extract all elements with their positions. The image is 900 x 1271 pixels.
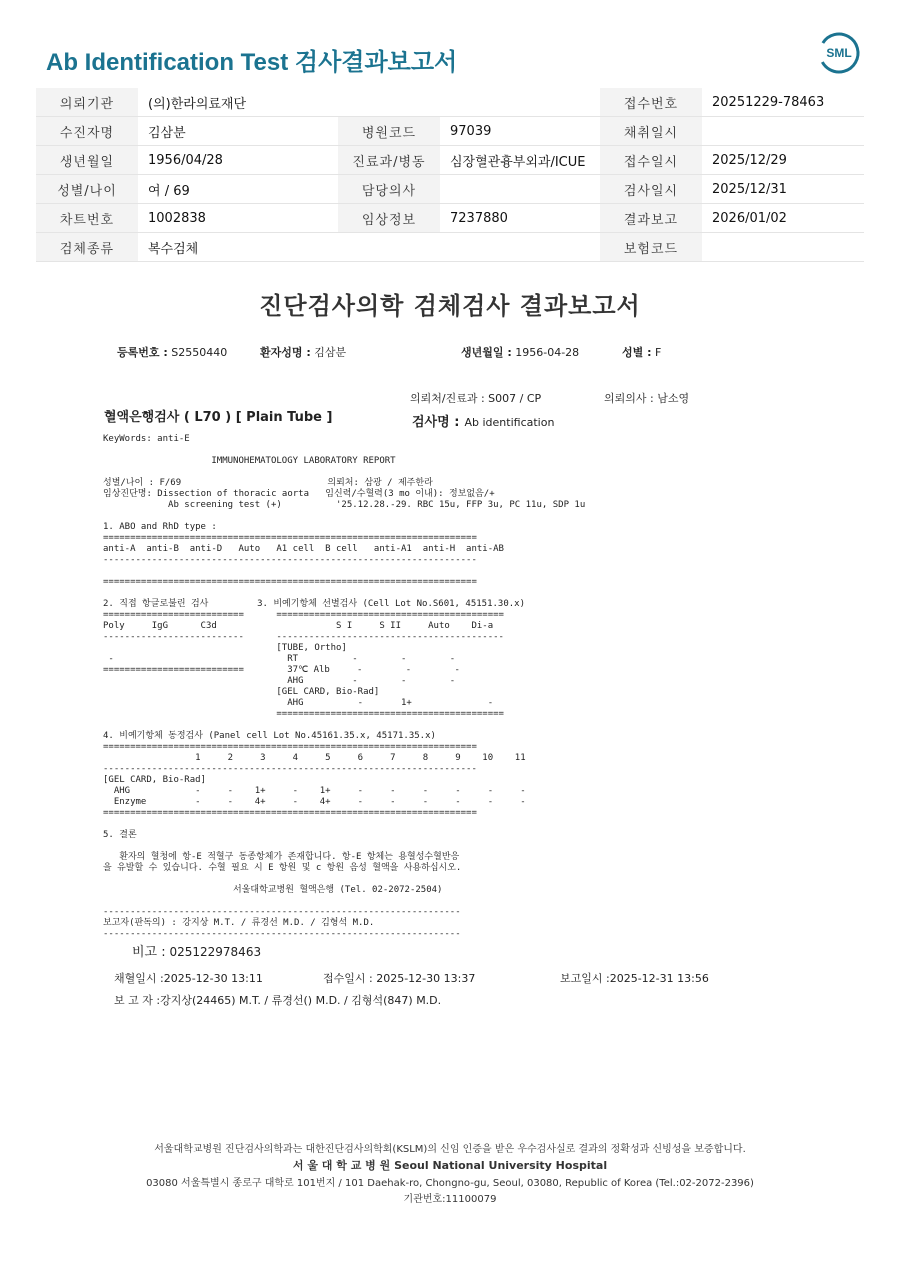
label-chart-number: 차트번호	[36, 204, 138, 233]
value-receipt-number: 20251229-78463	[702, 88, 864, 117]
patient-name-line	[260, 344, 346, 360]
label-department: 진료과/병동	[338, 146, 440, 175]
label-insurance-code: 보험코드	[600, 233, 702, 262]
test-name-label: 검사명 :	[412, 415, 460, 430]
label-clinical-info: 임상정보	[338, 204, 440, 233]
info-row	[36, 175, 864, 204]
label-receipt-date: 접수일시	[600, 146, 702, 175]
value-department: 심장혈관흉부외과/ICUE	[440, 146, 600, 175]
sex-line	[622, 344, 661, 360]
report-time-value: 2025-12-31 13:56	[609, 972, 709, 985]
reg-number-label: 등록번호 :	[117, 346, 168, 359]
value-doctor	[440, 175, 600, 204]
logo-text: SML	[826, 46, 852, 60]
value-birth-date: 1956/04/28	[138, 146, 338, 175]
reporter-value: 강지상(24465) M.T. / 류경선() M.D. / 김형석(847) M.D.	[160, 994, 442, 1007]
birth-date-value: 1956-04-28	[515, 346, 580, 359]
reporter-line	[114, 992, 441, 1008]
test-name-line	[412, 411, 554, 430]
report-time-line	[560, 970, 709, 986]
label-result-report: 결과보고	[600, 204, 702, 233]
remarks-label: 비고 :	[132, 945, 166, 960]
value-patient-name: 김삼분	[138, 117, 338, 146]
value-insurance-code	[702, 233, 864, 262]
label-patient-name: 수진자명	[36, 117, 138, 146]
receive-line	[323, 970, 475, 986]
patient-name-value: 김삼분	[314, 346, 347, 359]
reporter-label: 보 고 자 :	[114, 994, 161, 1007]
label-doctor: 담당의사	[338, 175, 440, 204]
collect-label: 채혈일시 :	[114, 972, 164, 985]
label-sex-age: 성별/나이	[36, 175, 138, 204]
info-row	[36, 204, 864, 233]
label-hospital-code: 병원코드	[338, 117, 440, 146]
info-row	[36, 233, 864, 262]
sml-logo	[816, 30, 862, 76]
collect-line	[114, 970, 263, 986]
reg-number-line	[117, 344, 227, 360]
dept-line: 의뢰처/진료과 : S007 / CP	[410, 392, 542, 405]
info-row	[36, 88, 864, 117]
footer-hospital-name: 서 울 대 학 교 병 원 Seoul National University Hospital	[292, 1159, 608, 1172]
requesting-doctor-line: 의뢰의사 : 남소영	[604, 392, 690, 405]
info-row	[36, 117, 864, 146]
value-clinical-info: 7237880	[440, 204, 600, 233]
birth-date-line	[461, 344, 579, 360]
sex-label: 성별 :	[622, 346, 652, 359]
test-name-value: Ab identification	[464, 416, 555, 429]
label-birth-date: 생년월일	[36, 146, 138, 175]
keywords: KeyWords: anti-E	[103, 434, 190, 444]
test-heading: 혈액은행검사 ( L70 ) [ Plain Tube ]	[104, 410, 333, 425]
value-result-report: 2026/01/02	[702, 204, 864, 233]
value-sex-age: 여 / 69	[138, 175, 338, 204]
footer-institution-number: 기관번호:11100079	[403, 1194, 497, 1205]
label-test-date: 검사일시	[600, 175, 702, 204]
value-requesting-institution: (의)한라의료재단	[138, 88, 600, 117]
value-collection-date	[702, 117, 864, 146]
remarks-value: 025122978463	[169, 945, 262, 959]
remarks-line	[132, 941, 261, 960]
receive-value: 2025-12-30 13:37	[376, 972, 476, 985]
value-receipt-date: 2025/12/29	[702, 146, 864, 175]
collect-value: 2025-12-30 13:11	[163, 972, 263, 985]
label-collection-date: 채취일시	[600, 117, 702, 146]
page-title: Ab Identification Test 검사결과보고서	[46, 49, 458, 76]
report-time-label: 보고일시 :	[560, 972, 610, 985]
value-specimen-type: 복수검체	[138, 233, 600, 262]
reg-number-value: S2550440	[171, 346, 228, 359]
patient-name-label: 환자성명 :	[260, 346, 311, 359]
report-title: 진단검사의학 검체검사 결과보고서	[259, 292, 641, 320]
value-hospital-code: 97039	[440, 117, 600, 146]
label-requesting-institution: 의뢰기관	[36, 88, 138, 117]
value-test-date: 2025/12/31	[702, 175, 864, 204]
patient-info-table	[36, 88, 864, 262]
birth-date-label: 생년월일 :	[461, 346, 512, 359]
lab-report-body: IMMUNOHEMATOLOGY LABORATORY REPORT 성별/나이 : F/69 의뢰처: 삼광 / 제주한라 임상진단명: Dissection of thoracic aorta 임신력/수혈력(3 mo 이내): 정보없음/+ Ab screening test (+) '25.12.28.-29. RBC 15u, FFP 3u, PC 11u, SDP 1u 1. ABO and RhD type : ===================================================================== anti-A anti-B anti-D Auto A1 cell B cell anti-A1 anti-H anti-AB --------------------------------------------------------------------- ===================================================================== 2. 직접 항글로불린 검사 3. 비예기항체 선별검사 (Cell Lot No.S601, 45151.30.x) ========================== ========================================== Poly IgG C3d S I S II Auto Di-a -------------------------- ------------------------------------------ [TUBE, Ortho] - RT - - - ========================== 37℃ Alb - - - AHG - - - [GEL CARD, Bio-Rad] AHG - 1+ - ========================================== 4. 비예기항체 동정검사 (Panel cell Lot No.45161.35.x, 45171.35.x) ===================================================================== 1 2 3 4 5 6 7 8 9 10 11 --------------------------------------------------------------------- [GEL CARD, Bio-Rad] AHG - - 1+ - 1+ - - - - - - Enzyme - - 4+ - 4+ - - - - - - ===================================================================== 5. 결론 환자의 혈청에 항-E 적혈구 동종항체가 존재합니다. 항-E 항체는 용혈성수혈반응 을 유발할 수 있습니다. 수혈 필요 시 E 항원 및 c 항원 음성 혈액을 사용하십시오. 서울대학교병원 혈액은행 (Tel. 02-2072-2504) ------------------------------------------------------------------ 보고자(판독의) : 강지상 M.T. / 류경선 M.D. / 김형석 M.D. ------------------------------------------------------------------	[103, 456, 586, 939]
value-chart-number: 1002838	[138, 204, 338, 233]
footer-certification: 서울대학교병원 진단검사의학과는 대한진단검사의학회(KSLM)의 신임 인증을 받은 우수검사실로 결과의 정확성과 신빙성을 보증합니다.	[154, 1144, 746, 1155]
label-specimen-type: 검체종류	[36, 233, 138, 262]
info-row	[36, 146, 864, 175]
footer-address: 03080 서울특별시 종로구 대학로 101번지 / 101 Daehak-ro, Chongno-gu, Seoul, 03080, Republic of Korea (Tel.:02-2072-2396)	[146, 1178, 754, 1189]
receive-label: 접수일시 :	[323, 972, 373, 985]
sex-value: F	[654, 346, 662, 359]
label-receipt-number: 접수번호	[600, 88, 702, 117]
